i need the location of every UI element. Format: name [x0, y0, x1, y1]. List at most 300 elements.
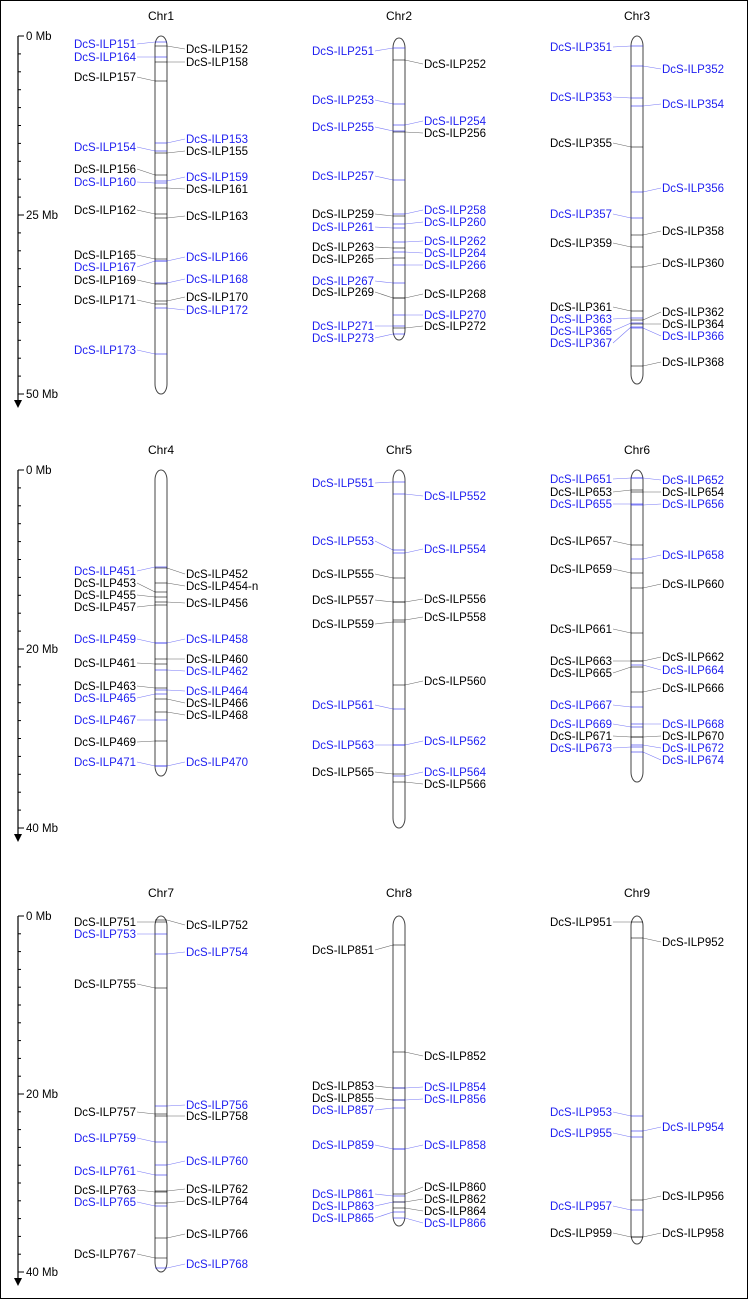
- marker-label: DcS-ILP159: [186, 172, 249, 184]
- marker-connector: [613, 318, 631, 319]
- marker-connector: [137, 1138, 155, 1142]
- marker-connector: [375, 1202, 393, 1206]
- chromosome-bar: [631, 470, 643, 782]
- marker-label: DcS-ILP657: [549, 536, 612, 548]
- marker-connector: [167, 762, 185, 766]
- marker-connector: [167, 139, 185, 143]
- marker-connector: [405, 294, 423, 298]
- marker-label: DcS-ILP163: [186, 211, 249, 223]
- marker-label: DcS-ILP667: [549, 700, 612, 712]
- scale-arrow-icon: [14, 834, 22, 842]
- chromosome-title: Chr4: [147, 443, 175, 457]
- marker-label: DcS-ILP170: [186, 292, 249, 304]
- marker-label: DcS-ILP652: [662, 475, 725, 487]
- marker-connector: [405, 222, 423, 224]
- marker-label: DcS-ILP251: [311, 46, 374, 58]
- chromosome-title: Chr8: [385, 886, 413, 900]
- chromosome-chr3: [550, 9, 725, 384]
- marker-label: DcS-ILP173: [73, 345, 136, 357]
- marker-label: DcS-ILP669: [549, 719, 612, 731]
- marker-connector: [375, 292, 393, 298]
- marker-connector: [137, 42, 155, 44]
- marker-connector: [167, 639, 185, 643]
- marker-label: DcS-ILP357: [549, 209, 612, 221]
- marker-connector: [137, 280, 155, 284]
- marker-label: DcS-ILP165: [73, 250, 136, 262]
- marker-label: DcS-ILP365: [549, 326, 612, 338]
- marker-connector: [167, 1105, 185, 1106]
- chromosome-title: Chr9: [623, 886, 651, 900]
- marker-label: DcS-ILP268: [424, 289, 487, 301]
- marker-connector: [613, 478, 631, 479]
- panel-1: [14, 9, 725, 408]
- marker-connector: [167, 568, 185, 574]
- marker-label: DcS-ILP865: [311, 1213, 374, 1225]
- marker-label: DcS-ILP264: [424, 248, 487, 260]
- marker-connector: [167, 920, 185, 925]
- marker-connector: [405, 1087, 423, 1088]
- marker-label: DcS-ILP161: [186, 184, 249, 196]
- marker-connector: [613, 541, 631, 545]
- marker-label: DcS-ILP654: [662, 487, 725, 499]
- marker-connector: [137, 77, 155, 81]
- marker-connector: [167, 1189, 185, 1191]
- marker-label: DcS-ILP467: [73, 715, 136, 727]
- marker-label: DcS-ILP656: [662, 499, 725, 511]
- marker-label: DcS-ILP957: [549, 1201, 612, 1213]
- marker-label: DcS-ILP560: [424, 676, 487, 688]
- chromosome-chr2: [312, 9, 487, 345]
- marker-label: DcS-ILP672: [662, 743, 725, 755]
- marker-connector: [167, 46, 185, 49]
- marker-connector: [405, 210, 423, 214]
- marker-connector: [643, 584, 661, 588]
- chromosome-chr9: [550, 886, 725, 1244]
- marker-label: DcS-ILP360: [662, 258, 725, 270]
- marker-label: DcS-ILP863: [311, 1201, 374, 1213]
- marker-connector: [613, 214, 631, 218]
- marker-connector: [137, 605, 155, 607]
- marker-label: DcS-ILP455: [73, 590, 136, 602]
- marker-connector: [167, 690, 185, 691]
- marker-label: DcS-ILP951: [549, 917, 612, 929]
- marker-connector: [375, 227, 393, 228]
- marker-label: DcS-ILP755: [73, 979, 136, 991]
- marker-connector: [375, 574, 393, 578]
- marker-label: DcS-ILP453: [73, 578, 136, 590]
- scale-label: 40 Mb: [26, 1267, 58, 1279]
- marker-connector: [375, 772, 393, 774]
- marker-label: DcS-ILP668: [662, 719, 725, 731]
- marker-label: DcS-ILP358: [662, 226, 725, 238]
- marker-label: DcS-ILP561: [311, 700, 374, 712]
- marker-label: DcS-ILP164: [73, 52, 136, 64]
- marker-connector: [167, 308, 185, 310]
- marker-label: DcS-ILP565: [311, 767, 374, 779]
- marker-label: DcS-ILP761: [73, 1166, 136, 1178]
- marker-connector: [375, 334, 393, 338]
- marker-label: DcS-ILP852: [424, 1051, 487, 1063]
- marker-connector: [137, 210, 155, 214]
- marker-connector: [167, 279, 185, 283]
- marker-label: DcS-ILP952: [662, 937, 725, 949]
- marker-label: DcS-ILP167: [73, 262, 136, 274]
- chromosome-title: Chr5: [385, 443, 413, 457]
- marker-label: DcS-ILP451: [73, 566, 136, 578]
- marker-label: DcS-ILP551: [311, 478, 374, 490]
- marker-connector: [137, 694, 155, 698]
- chromosome-bar: [155, 470, 167, 776]
- marker-connector: [375, 541, 393, 550]
- marker-connector: [167, 257, 185, 261]
- marker-connector: [643, 362, 661, 366]
- marker-connector: [613, 490, 631, 492]
- marker-label: DcS-ILP658: [662, 550, 725, 562]
- marker-connector: [405, 1199, 423, 1202]
- marker-label: DcS-ILP155: [186, 146, 249, 158]
- marker-label: DcS-ILP259: [311, 209, 374, 221]
- marker-label: DcS-ILP152: [186, 44, 249, 56]
- marker-connector: [643, 263, 661, 267]
- marker-label: DcS-ILP558: [424, 612, 487, 624]
- marker-label: DcS-ILP856: [424, 1094, 487, 1106]
- marker-label: DcS-ILP258: [424, 205, 487, 217]
- marker-connector: [613, 569, 631, 573]
- chromosome-bar: [155, 916, 167, 1272]
- marker-label: DcS-ILP563: [311, 740, 374, 752]
- marker-label: DcS-ILP456: [186, 598, 249, 610]
- marker-label: DcS-ILP751: [73, 917, 136, 929]
- marker-connector: [643, 657, 661, 661]
- marker-label: DcS-ILP552: [424, 491, 487, 503]
- marker-label: DcS-ILP351: [549, 42, 612, 54]
- chromosome-chr6: [550, 443, 725, 782]
- marker-connector: [137, 1190, 155, 1192]
- marker-connector: [167, 670, 185, 671]
- marker-label: DcS-ILP265: [311, 254, 374, 266]
- marker-connector: [643, 188, 661, 192]
- panel-2: [14, 443, 725, 842]
- marker-label: DcS-ILP362: [662, 307, 725, 319]
- marker-label: DcS-ILP956: [662, 1191, 725, 1203]
- marker-label: DcS-ILP260: [424, 217, 487, 229]
- chromosome-chr5: [312, 443, 487, 828]
- marker-label: DcS-ILP366: [662, 331, 725, 343]
- marker-connector: [167, 699, 185, 703]
- marker-connector: [375, 1108, 393, 1110]
- marker-label: DcS-ILP765: [73, 1197, 136, 1209]
- marker-label: DcS-ILP663: [549, 656, 612, 668]
- marker-label: DcS-ILP655: [549, 499, 612, 511]
- marker-connector: [167, 1161, 185, 1165]
- marker-label: DcS-ILP262: [424, 236, 487, 248]
- marker-label: DcS-ILP367: [549, 338, 612, 350]
- marker-connector: [375, 600, 393, 602]
- marker-connector: [405, 599, 423, 602]
- marker-label: DcS-ILP273: [311, 333, 374, 345]
- marker-connector: [375, 247, 393, 248]
- marker-connector: [137, 169, 155, 175]
- marker-label: DcS-ILP954: [662, 1122, 725, 1134]
- marker-connector: [613, 1233, 631, 1237]
- chromosome-chr8: [312, 886, 487, 1230]
- marker-connector: [643, 665, 661, 670]
- marker-connector: [643, 555, 661, 559]
- marker-connector: [137, 261, 155, 267]
- marker-connector: [375, 622, 393, 624]
- marker-label: DcS-ILP756: [186, 1100, 249, 1112]
- marker-connector: [405, 241, 423, 242]
- marker-label: DcS-ILP364: [662, 319, 725, 331]
- marker-connector: [137, 741, 155, 742]
- marker-connector: [405, 549, 423, 553]
- chromosome-bar: [155, 36, 167, 394]
- marker-label: DcS-ILP166: [186, 252, 249, 264]
- marker-label: DcS-ILP859: [311, 1140, 374, 1152]
- marker-connector: [405, 326, 423, 328]
- marker-label: DcS-ILP662: [662, 652, 725, 664]
- chromosome-bar: [393, 916, 405, 1226]
- marker-label: DcS-ILP462: [186, 666, 249, 678]
- scale-label: 0 Mb: [26, 31, 52, 43]
- marker-connector: [613, 143, 631, 147]
- marker-connector: [167, 712, 185, 715]
- marker-connector: [375, 482, 393, 483]
- chromosome-title: Chr1: [147, 9, 175, 23]
- marker-label: DcS-ILP271: [311, 321, 374, 333]
- marker-connector: [613, 1133, 631, 1137]
- marker-connector: [405, 60, 423, 64]
- marker-label: DcS-ILP566: [424, 779, 487, 791]
- marker-connector: [643, 478, 661, 480]
- marker-label: DcS-ILP559: [311, 619, 374, 631]
- marker-label: DcS-ILP168: [186, 274, 249, 286]
- marker-connector: [375, 1098, 393, 1100]
- chromosome-bar: [631, 36, 643, 384]
- marker-connector: [643, 1233, 661, 1237]
- marker-connector: [405, 1052, 423, 1056]
- marker-label: DcS-ILP860: [424, 1182, 487, 1194]
- marker-connector: [375, 1145, 393, 1149]
- marker-connector: [167, 602, 185, 603]
- chromosome-title: Chr2: [385, 9, 413, 23]
- scale-arrow-icon: [14, 1278, 22, 1286]
- scale-label: 0 Mb: [26, 465, 52, 477]
- marker-label: DcS-ILP361: [549, 302, 612, 314]
- marker-label: DcS-ILP261: [311, 222, 374, 234]
- marker-connector: [375, 281, 393, 283]
- marker-label: DcS-ILP554: [424, 544, 487, 556]
- marker-label: DcS-ILP953: [549, 1107, 612, 1119]
- marker-connector: [137, 182, 155, 183]
- marker-connector: [137, 686, 155, 688]
- marker-label: DcS-ILP354: [662, 99, 725, 111]
- marker-label: DcS-ILP673: [549, 743, 612, 755]
- marker-connector: [137, 300, 155, 304]
- marker-label: DcS-ILP153: [186, 134, 249, 146]
- marker-label: DcS-ILP457: [73, 602, 136, 614]
- panel-3: [14, 886, 725, 1286]
- marker-label: DcS-ILP757: [73, 1107, 136, 1119]
- marker-label: DcS-ILP862: [424, 1194, 487, 1206]
- marker-label: DcS-ILP266: [424, 260, 487, 272]
- marker-connector: [137, 1254, 155, 1258]
- marker-label: DcS-ILP169: [73, 275, 136, 287]
- marker-label: DcS-ILP866: [424, 1218, 487, 1230]
- marker-connector: [643, 328, 661, 336]
- marker-connector: [405, 494, 423, 496]
- marker-connector: [167, 188, 185, 189]
- marker-connector: [643, 1127, 661, 1131]
- marker-label: DcS-ILP253: [311, 95, 374, 107]
- marker-connector: [375, 214, 393, 216]
- marker-label: DcS-ILP858: [424, 1140, 487, 1152]
- marker-connector: [167, 1201, 185, 1203]
- marker-label: DcS-ILP255: [311, 122, 374, 134]
- marker-connector: [613, 1112, 631, 1116]
- marker-connector: [405, 1208, 423, 1211]
- marker-label: DcS-ILP267: [311, 276, 374, 288]
- marker-connector: [167, 952, 185, 954]
- marker-connector: [167, 151, 185, 153]
- marker-label: DcS-ILP463: [73, 681, 136, 693]
- marker-label: DcS-ILP671: [549, 731, 612, 743]
- marker-connector: [405, 741, 423, 745]
- marker-label: DcS-ILP172: [186, 305, 249, 317]
- marker-label: DcS-ILP753: [73, 929, 136, 941]
- marker-connector: [613, 667, 631, 673]
- marker-connector: [405, 782, 423, 784]
- marker-connector: [405, 1145, 423, 1149]
- marker-label: DcS-ILP651: [549, 474, 612, 486]
- marker-label: DcS-ILP470: [186, 757, 249, 769]
- marker-label: DcS-ILP263: [311, 242, 374, 254]
- scale-label: 25 Mb: [26, 210, 58, 222]
- marker-label: DcS-ILP861: [311, 1189, 374, 1201]
- marker-connector: [375, 1194, 393, 1196]
- marker-label: DcS-ILP464: [186, 686, 249, 698]
- marker-connector: [613, 629, 631, 633]
- marker-connector: [375, 1086, 393, 1088]
- chromosome-chr7: [74, 886, 249, 1272]
- marker-connector: [405, 1218, 423, 1223]
- scale-label: 20 Mb: [26, 1089, 58, 1101]
- marker-connector: [405, 1099, 423, 1100]
- marker-label: DcS-ILP767: [73, 1249, 136, 1261]
- marker-label: DcS-ILP659: [549, 564, 612, 576]
- marker-label: DcS-ILP864: [424, 1206, 487, 1218]
- scale-label: 50 Mb: [26, 389, 58, 401]
- marker-connector: [405, 121, 423, 125]
- marker-label: DcS-ILP766: [186, 1229, 249, 1241]
- scale-label: 0 Mb: [26, 911, 52, 923]
- marker-connector: [613, 724, 631, 727]
- marker-label: DcS-ILP555: [311, 569, 374, 581]
- marker-label: DcS-ILP270: [424, 310, 487, 322]
- marker-connector: [643, 504, 661, 505]
- marker-connector: [167, 583, 185, 586]
- marker-label: DcS-ILP851: [311, 945, 374, 957]
- chromosome-title: Chr3: [623, 9, 651, 23]
- marker-connector: [643, 752, 661, 760]
- marker-connector: [613, 736, 631, 737]
- chromosome-title: Chr7: [147, 886, 175, 900]
- scale-arrow-icon: [14, 400, 22, 408]
- marker-label: DcS-ILP754: [186, 947, 249, 959]
- marker-connector: [137, 984, 155, 988]
- marker-label: DcS-ILP151: [73, 39, 136, 51]
- marker-connector: [643, 688, 661, 692]
- marker-connector: [167, 1264, 185, 1268]
- marker-label: DcS-ILP157: [73, 72, 136, 84]
- marker-connector: [137, 147, 155, 151]
- marker-connector: [643, 312, 661, 320]
- scale-label: 40 Mb: [26, 823, 58, 835]
- marker-label: DcS-ILP665: [549, 668, 612, 680]
- marker-label: DcS-ILP254: [424, 116, 487, 128]
- marker-label: DcS-ILP553: [311, 536, 374, 548]
- chromosome-chr1: [74, 9, 248, 394]
- marker-connector: [643, 736, 661, 737]
- marker-label: DcS-ILP469: [73, 737, 136, 749]
- marker-connector: [167, 177, 185, 181]
- marker-connector: [375, 127, 393, 131]
- marker-connector: [613, 747, 631, 748]
- marker-connector: [137, 595, 155, 597]
- marker-connector: [613, 327, 631, 343]
- marker-label: DcS-ILP162: [73, 205, 136, 217]
- marker-connector: [405, 252, 423, 253]
- marker-label: DcS-ILP958: [662, 1228, 725, 1240]
- marker-connector: [167, 216, 185, 218]
- marker-connector: [137, 639, 155, 643]
- marker-label: DcS-ILP154: [73, 142, 136, 154]
- marker-label: DcS-ILP564: [424, 767, 487, 779]
- marker-connector: [405, 772, 423, 776]
- marker-label: DcS-ILP368: [662, 357, 725, 369]
- marker-label: DcS-ILP363: [549, 314, 612, 326]
- marker-label: DcS-ILP764: [186, 1196, 249, 1208]
- marker-label: DcS-ILP252: [424, 59, 487, 71]
- marker-label: DcS-ILP458: [186, 634, 249, 646]
- marker-label: DcS-ILP352: [662, 64, 725, 76]
- marker-connector: [643, 66, 661, 69]
- marker-connector: [405, 1187, 423, 1194]
- marker-label: DcS-ILP763: [73, 1185, 136, 1197]
- marker-connector: [405, 132, 423, 133]
- marker-label: DcS-ILP471: [73, 757, 136, 769]
- marker-connector: [375, 705, 393, 709]
- marker-label: DcS-ILP664: [662, 665, 725, 677]
- marker-connector: [167, 297, 185, 301]
- marker-connector: [375, 258, 393, 259]
- marker-label: DcS-ILP760: [186, 1156, 249, 1168]
- marker-label: DcS-ILP466: [186, 698, 249, 710]
- marker-label: DcS-ILP256: [424, 128, 487, 140]
- marker-label: DcS-ILP959: [549, 1228, 612, 1240]
- marker-label: DcS-ILP359: [549, 238, 612, 250]
- marker-label: DcS-ILP855: [311, 1093, 374, 1105]
- marker-connector: [613, 97, 631, 98]
- marker-connector: [137, 1202, 155, 1206]
- marker-label: DcS-ILP465: [73, 693, 136, 705]
- marker-connector: [643, 104, 661, 106]
- marker-label: DcS-ILP857: [311, 1105, 374, 1117]
- marker-label: DcS-ILP160: [73, 177, 136, 189]
- marker-label: DcS-ILP660: [662, 579, 725, 591]
- marker-connector: [137, 583, 155, 592]
- marker-label: DcS-ILP762: [186, 1184, 249, 1196]
